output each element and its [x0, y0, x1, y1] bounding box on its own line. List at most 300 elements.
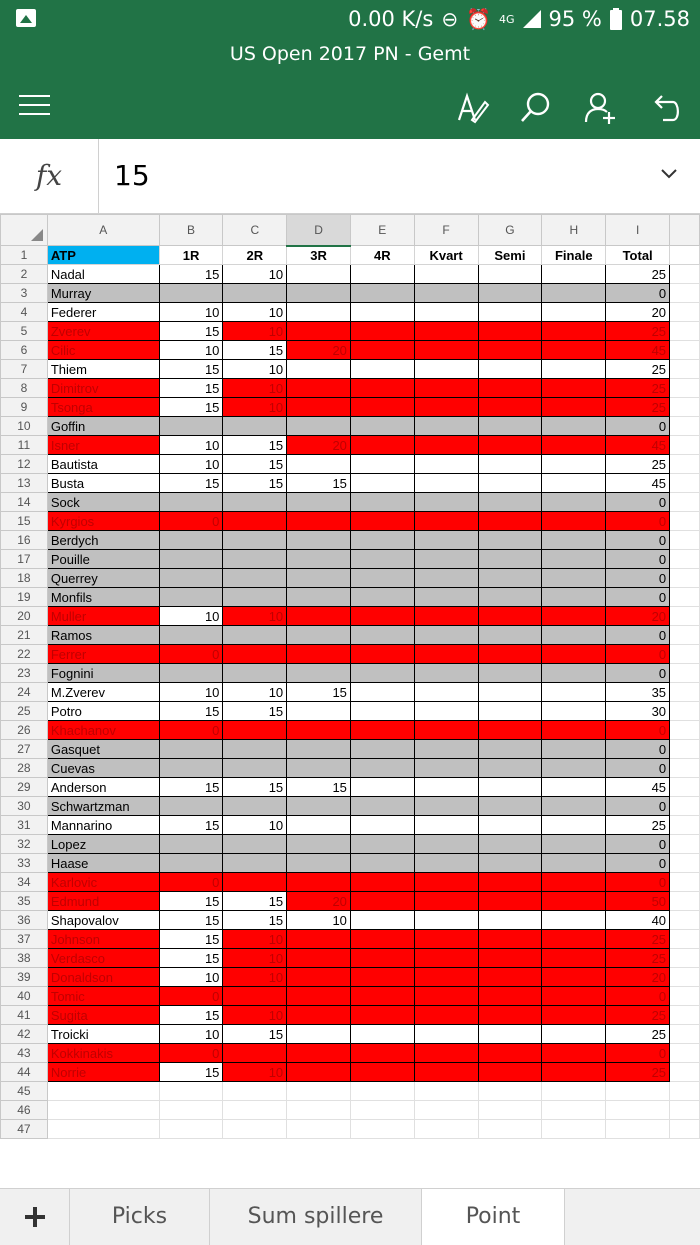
empty-cell[interactable]: [478, 1120, 542, 1139]
score-cell[interactable]: 45: [606, 778, 670, 797]
score-cell[interactable]: 15: [159, 398, 223, 417]
score-cell[interactable]: 15: [287, 474, 351, 493]
score-cell[interactable]: 15: [159, 379, 223, 398]
score-cell[interactable]: [542, 683, 606, 702]
score-cell[interactable]: [542, 265, 606, 284]
score-cell[interactable]: 0: [606, 1044, 670, 1063]
score-cell[interactable]: 25: [606, 379, 670, 398]
header-cell[interactable]: Kvart: [414, 246, 478, 265]
tab-sum-spillere[interactable]: Sum spillere: [210, 1189, 422, 1245]
score-cell[interactable]: 10: [159, 455, 223, 474]
score-cell[interactable]: [478, 911, 542, 930]
score-cell[interactable]: 15: [159, 892, 223, 911]
score-cell[interactable]: [542, 455, 606, 474]
score-cell[interactable]: [287, 987, 351, 1006]
score-cell[interactable]: [542, 569, 606, 588]
score-cell[interactable]: [542, 607, 606, 626]
score-cell[interactable]: 25: [606, 322, 670, 341]
score-cell[interactable]: 15: [223, 911, 287, 930]
row-header[interactable]: 18: [1, 569, 48, 588]
score-cell[interactable]: [287, 968, 351, 987]
score-cell[interactable]: [414, 607, 478, 626]
score-cell[interactable]: 0: [606, 835, 670, 854]
score-cell[interactable]: [478, 778, 542, 797]
score-cell[interactable]: 0: [606, 645, 670, 664]
score-cell[interactable]: 15: [159, 322, 223, 341]
score-cell[interactable]: [287, 607, 351, 626]
score-cell[interactable]: [287, 816, 351, 835]
empty-cell[interactable]: [670, 1082, 700, 1101]
score-cell[interactable]: 25: [606, 949, 670, 968]
score-cell[interactable]: 0: [606, 284, 670, 303]
score-cell[interactable]: [287, 721, 351, 740]
empty-cell[interactable]: [223, 1082, 287, 1101]
score-cell[interactable]: [223, 626, 287, 645]
score-cell[interactable]: [478, 398, 542, 417]
score-cell[interactable]: 15: [159, 1063, 223, 1082]
score-cell[interactable]: [287, 854, 351, 873]
score-cell[interactable]: [287, 930, 351, 949]
score-cell[interactable]: [223, 835, 287, 854]
score-cell[interactable]: [159, 854, 223, 873]
row-header[interactable]: 39: [1, 968, 48, 987]
score-cell[interactable]: [159, 626, 223, 645]
sheet-table[interactable]: [0, 214, 700, 1139]
row-header[interactable]: 19: [1, 588, 48, 607]
row-header[interactable]: 22: [1, 645, 48, 664]
score-cell[interactable]: 0: [606, 550, 670, 569]
player-name-cell[interactable]: Murray: [47, 284, 159, 303]
score-cell[interactable]: [223, 493, 287, 512]
score-cell[interactable]: [223, 645, 287, 664]
score-cell[interactable]: [350, 911, 414, 930]
score-cell[interactable]: 15: [223, 778, 287, 797]
player-name-cell[interactable]: Pouille: [47, 550, 159, 569]
empty-cell[interactable]: [606, 1120, 670, 1139]
score-cell[interactable]: 0: [159, 512, 223, 531]
chevron-down-icon[interactable]: [660, 167, 678, 181]
row-header[interactable]: 20: [1, 607, 48, 626]
score-cell[interactable]: [414, 1006, 478, 1025]
score-cell[interactable]: [542, 892, 606, 911]
score-cell[interactable]: 20: [287, 341, 351, 360]
score-cell[interactable]: [542, 493, 606, 512]
score-cell[interactable]: [350, 797, 414, 816]
player-name-cell[interactable]: Busta: [47, 474, 159, 493]
empty-cell[interactable]: [478, 1082, 542, 1101]
score-cell[interactable]: [287, 759, 351, 778]
score-cell[interactable]: [542, 303, 606, 322]
score-cell[interactable]: [478, 835, 542, 854]
score-cell[interactable]: [350, 417, 414, 436]
score-cell[interactable]: [478, 816, 542, 835]
score-cell[interactable]: [414, 569, 478, 588]
score-cell[interactable]: [414, 626, 478, 645]
score-cell[interactable]: 0: [606, 797, 670, 816]
score-cell[interactable]: [287, 664, 351, 683]
score-cell[interactable]: 10: [223, 1063, 287, 1082]
score-cell[interactable]: [350, 873, 414, 892]
score-cell[interactable]: 20: [606, 303, 670, 322]
score-cell[interactable]: [542, 949, 606, 968]
score-cell[interactable]: [414, 664, 478, 683]
score-cell[interactable]: 0: [606, 740, 670, 759]
score-cell[interactable]: 25: [606, 816, 670, 835]
empty-cell[interactable]: [287, 1082, 351, 1101]
score-cell[interactable]: [350, 607, 414, 626]
score-cell[interactable]: [542, 835, 606, 854]
row-header[interactable]: 46: [1, 1101, 48, 1120]
search-icon[interactable]: [518, 90, 554, 126]
score-cell[interactable]: [350, 455, 414, 474]
score-cell[interactable]: [414, 474, 478, 493]
score-cell[interactable]: [350, 740, 414, 759]
score-cell[interactable]: 15: [223, 702, 287, 721]
score-cell[interactable]: [223, 512, 287, 531]
score-cell[interactable]: [287, 569, 351, 588]
score-cell[interactable]: [478, 759, 542, 778]
score-cell[interactable]: [223, 797, 287, 816]
score-cell[interactable]: [542, 360, 606, 379]
score-cell[interactable]: [542, 968, 606, 987]
score-cell[interactable]: 25: [606, 455, 670, 474]
score-cell[interactable]: [478, 1044, 542, 1063]
score-cell[interactable]: [542, 854, 606, 873]
score-cell[interactable]: [478, 493, 542, 512]
score-cell[interactable]: 0: [606, 664, 670, 683]
score-cell[interactable]: [350, 265, 414, 284]
player-name-cell[interactable]: Monfils: [47, 588, 159, 607]
score-cell[interactable]: 0: [606, 759, 670, 778]
score-cell[interactable]: [159, 835, 223, 854]
score-cell[interactable]: [542, 531, 606, 550]
score-cell[interactable]: [414, 816, 478, 835]
score-cell[interactable]: [350, 968, 414, 987]
score-cell[interactable]: 20: [287, 436, 351, 455]
score-cell[interactable]: [223, 588, 287, 607]
score-cell[interactable]: [414, 873, 478, 892]
score-cell[interactable]: [287, 284, 351, 303]
score-cell[interactable]: 10: [159, 683, 223, 702]
player-name-cell[interactable]: Tomic: [47, 987, 159, 1006]
score-cell[interactable]: [287, 493, 351, 512]
score-cell[interactable]: [287, 873, 351, 892]
score-cell[interactable]: 0: [606, 626, 670, 645]
score-cell[interactable]: [159, 664, 223, 683]
score-cell[interactable]: [542, 702, 606, 721]
score-cell[interactable]: [350, 1025, 414, 1044]
empty-cell[interactable]: [223, 1120, 287, 1139]
score-cell[interactable]: [542, 626, 606, 645]
score-cell[interactable]: [542, 987, 606, 1006]
score-cell[interactable]: 15: [223, 341, 287, 360]
score-cell[interactable]: [287, 512, 351, 531]
score-cell[interactable]: [350, 987, 414, 1006]
header-cell[interactable]: Total: [606, 246, 670, 265]
score-cell[interactable]: 0: [606, 987, 670, 1006]
score-cell[interactable]: 10: [223, 303, 287, 322]
player-name-cell[interactable]: Norrie: [47, 1063, 159, 1082]
score-cell[interactable]: [414, 1063, 478, 1082]
score-cell[interactable]: [350, 531, 414, 550]
score-cell[interactable]: [478, 360, 542, 379]
score-cell[interactable]: [350, 949, 414, 968]
score-cell[interactable]: [414, 702, 478, 721]
score-cell[interactable]: 0: [606, 493, 670, 512]
score-cell[interactable]: [542, 417, 606, 436]
row-header[interactable]: 13: [1, 474, 48, 493]
empty-cell[interactable]: [159, 1120, 223, 1139]
score-cell[interactable]: [478, 569, 542, 588]
player-name-cell[interactable]: Haase: [47, 854, 159, 873]
score-cell[interactable]: [223, 417, 287, 436]
score-cell[interactable]: 10: [159, 1025, 223, 1044]
score-cell[interactable]: 50: [606, 892, 670, 911]
row-header[interactable]: 37: [1, 930, 48, 949]
score-cell[interactable]: 15: [223, 892, 287, 911]
score-cell[interactable]: [287, 360, 351, 379]
row-header[interactable]: 27: [1, 740, 48, 759]
player-name-cell[interactable]: Isner: [47, 436, 159, 455]
score-cell[interactable]: 35: [606, 683, 670, 702]
score-cell[interactable]: [287, 398, 351, 417]
score-cell[interactable]: [542, 740, 606, 759]
empty-cell[interactable]: [542, 1120, 606, 1139]
score-cell[interactable]: [159, 417, 223, 436]
score-cell[interactable]: [542, 778, 606, 797]
row-header[interactable]: 45: [1, 1082, 48, 1101]
score-cell[interactable]: [414, 778, 478, 797]
score-cell[interactable]: [414, 417, 478, 436]
row-header[interactable]: 21: [1, 626, 48, 645]
score-cell[interactable]: [478, 1025, 542, 1044]
row-header[interactable]: 42: [1, 1025, 48, 1044]
score-cell[interactable]: 0: [606, 721, 670, 740]
score-cell[interactable]: 10: [223, 379, 287, 398]
player-name-cell[interactable]: Potro: [47, 702, 159, 721]
player-name-cell[interactable]: Sock: [47, 493, 159, 512]
score-cell[interactable]: [223, 664, 287, 683]
score-cell[interactable]: [287, 455, 351, 474]
score-cell[interactable]: 10: [223, 265, 287, 284]
empty-cell[interactable]: [478, 1101, 542, 1120]
empty-cell[interactable]: [47, 1101, 159, 1120]
player-name-cell[interactable]: Muller: [47, 607, 159, 626]
score-cell[interactable]: [478, 284, 542, 303]
score-cell[interactable]: 15: [159, 474, 223, 493]
score-cell[interactable]: [414, 512, 478, 531]
row-header[interactable]: 24: [1, 683, 48, 702]
row-header[interactable]: 47: [1, 1120, 48, 1139]
formula-input[interactable]: 15: [114, 159, 150, 192]
score-cell[interactable]: [414, 436, 478, 455]
score-cell[interactable]: 20: [606, 968, 670, 987]
row-header[interactable]: 4: [1, 303, 48, 322]
score-cell[interactable]: 10: [223, 1006, 287, 1025]
score-cell[interactable]: 0: [606, 588, 670, 607]
score-cell[interactable]: [542, 379, 606, 398]
score-cell[interactable]: 15: [159, 778, 223, 797]
select-all-corner[interactable]: [1, 215, 48, 246]
score-cell[interactable]: 15: [223, 436, 287, 455]
score-cell[interactable]: 0: [159, 1044, 223, 1063]
row-header[interactable]: 9: [1, 398, 48, 417]
score-cell[interactable]: [223, 569, 287, 588]
score-cell[interactable]: 10: [159, 968, 223, 987]
player-name-cell[interactable]: Anderson: [47, 778, 159, 797]
row-header[interactable]: 10: [1, 417, 48, 436]
empty-cell[interactable]: [670, 1101, 700, 1120]
score-cell[interactable]: [350, 930, 414, 949]
player-name-cell[interactable]: Querrey: [47, 569, 159, 588]
score-cell[interactable]: [478, 892, 542, 911]
row-header[interactable]: 36: [1, 911, 48, 930]
score-cell[interactable]: 25: [606, 398, 670, 417]
score-cell[interactable]: 10: [159, 303, 223, 322]
row-header[interactable]: 25: [1, 702, 48, 721]
score-cell[interactable]: [350, 778, 414, 797]
score-cell[interactable]: [350, 569, 414, 588]
score-cell[interactable]: [350, 284, 414, 303]
player-name-cell[interactable]: Bautista: [47, 455, 159, 474]
row-header[interactable]: 26: [1, 721, 48, 740]
score-cell[interactable]: [350, 816, 414, 835]
score-cell[interactable]: [159, 759, 223, 778]
fx-label[interactable]: fx: [0, 139, 99, 213]
player-name-cell[interactable]: Berdych: [47, 531, 159, 550]
empty-cell[interactable]: [670, 1120, 700, 1139]
tab-picks[interactable]: Picks: [70, 1189, 210, 1245]
score-cell[interactable]: [223, 873, 287, 892]
score-cell[interactable]: [287, 626, 351, 645]
score-cell[interactable]: 15: [159, 930, 223, 949]
score-cell[interactable]: [350, 512, 414, 531]
score-cell[interactable]: [159, 740, 223, 759]
player-name-cell[interactable]: Lopez: [47, 835, 159, 854]
score-cell[interactable]: [159, 588, 223, 607]
score-cell[interactable]: [414, 303, 478, 322]
score-cell[interactable]: [478, 265, 542, 284]
player-name-cell[interactable]: Cilic: [47, 341, 159, 360]
empty-cell[interactable]: [606, 1082, 670, 1101]
score-cell[interactable]: [414, 835, 478, 854]
score-cell[interactable]: 45: [606, 474, 670, 493]
score-cell[interactable]: 0: [606, 512, 670, 531]
score-cell[interactable]: 10: [223, 949, 287, 968]
empty-cell[interactable]: [287, 1120, 351, 1139]
score-cell[interactable]: [223, 759, 287, 778]
score-cell[interactable]: [159, 531, 223, 550]
score-cell[interactable]: [478, 854, 542, 873]
score-cell[interactable]: 0: [159, 645, 223, 664]
score-cell[interactable]: [350, 341, 414, 360]
player-name-cell[interactable]: Ferrer: [47, 645, 159, 664]
score-cell[interactable]: 15: [223, 455, 287, 474]
score-cell[interactable]: [478, 930, 542, 949]
score-cell[interactable]: [287, 265, 351, 284]
score-cell[interactable]: 10: [223, 930, 287, 949]
player-name-cell[interactable]: Cuevas: [47, 759, 159, 778]
score-cell[interactable]: [542, 759, 606, 778]
score-cell[interactable]: [478, 1006, 542, 1025]
score-cell[interactable]: 15: [159, 265, 223, 284]
score-cell[interactable]: [350, 645, 414, 664]
player-name-cell[interactable]: Gasquet: [47, 740, 159, 759]
score-cell[interactable]: 15: [159, 702, 223, 721]
column-header-e[interactable]: E: [350, 215, 414, 246]
score-cell[interactable]: [478, 664, 542, 683]
score-cell[interactable]: [478, 379, 542, 398]
empty-cell[interactable]: [414, 1101, 478, 1120]
score-cell[interactable]: [350, 379, 414, 398]
header-cell[interactable]: 3R: [287, 246, 351, 265]
score-cell[interactable]: [478, 322, 542, 341]
score-cell[interactable]: 25: [606, 930, 670, 949]
row-header[interactable]: 23: [1, 664, 48, 683]
score-cell[interactable]: [159, 284, 223, 303]
score-cell[interactable]: [414, 797, 478, 816]
edit-icon[interactable]: [455, 90, 491, 126]
score-cell[interactable]: 30: [606, 702, 670, 721]
score-cell[interactable]: [478, 303, 542, 322]
row-header[interactable]: 35: [1, 892, 48, 911]
row-header[interactable]: 14: [1, 493, 48, 512]
score-cell[interactable]: [223, 284, 287, 303]
score-cell[interactable]: [223, 721, 287, 740]
score-cell[interactable]: [414, 493, 478, 512]
score-cell[interactable]: [223, 550, 287, 569]
score-cell[interactable]: [287, 949, 351, 968]
player-name-cell[interactable]: Ramos: [47, 626, 159, 645]
score-cell[interactable]: [478, 949, 542, 968]
player-name-cell[interactable]: Dimitrov: [47, 379, 159, 398]
score-cell[interactable]: [350, 664, 414, 683]
score-cell[interactable]: [350, 436, 414, 455]
score-cell[interactable]: 15: [223, 474, 287, 493]
score-cell[interactable]: 25: [606, 360, 670, 379]
score-cell[interactable]: [414, 854, 478, 873]
row-header[interactable]: 11: [1, 436, 48, 455]
row-header[interactable]: 2: [1, 265, 48, 284]
score-cell[interactable]: [542, 1063, 606, 1082]
score-cell[interactable]: 0: [159, 721, 223, 740]
score-cell[interactable]: [478, 455, 542, 474]
score-cell[interactable]: [542, 398, 606, 417]
score-cell[interactable]: [287, 1006, 351, 1025]
row-header[interactable]: 30: [1, 797, 48, 816]
player-name-cell[interactable]: Nadal: [47, 265, 159, 284]
player-name-cell[interactable]: Shapovalov: [47, 911, 159, 930]
score-cell[interactable]: [414, 360, 478, 379]
score-cell[interactable]: [542, 1006, 606, 1025]
score-cell[interactable]: [350, 892, 414, 911]
score-cell[interactable]: 45: [606, 341, 670, 360]
row-header[interactable]: 32: [1, 835, 48, 854]
score-cell[interactable]: [542, 816, 606, 835]
score-cell[interactable]: 15: [223, 1025, 287, 1044]
score-cell[interactable]: 10: [223, 360, 287, 379]
score-cell[interactable]: [223, 740, 287, 759]
tab-point[interactable]: Point: [422, 1189, 565, 1245]
score-cell[interactable]: [287, 1025, 351, 1044]
column-header-c[interactable]: C: [223, 215, 287, 246]
player-name-cell[interactable]: Goffin: [47, 417, 159, 436]
header-cell[interactable]: 4R: [350, 246, 414, 265]
score-cell[interactable]: [287, 797, 351, 816]
score-cell[interactable]: 10: [159, 436, 223, 455]
score-cell[interactable]: [287, 322, 351, 341]
score-cell[interactable]: [478, 968, 542, 987]
